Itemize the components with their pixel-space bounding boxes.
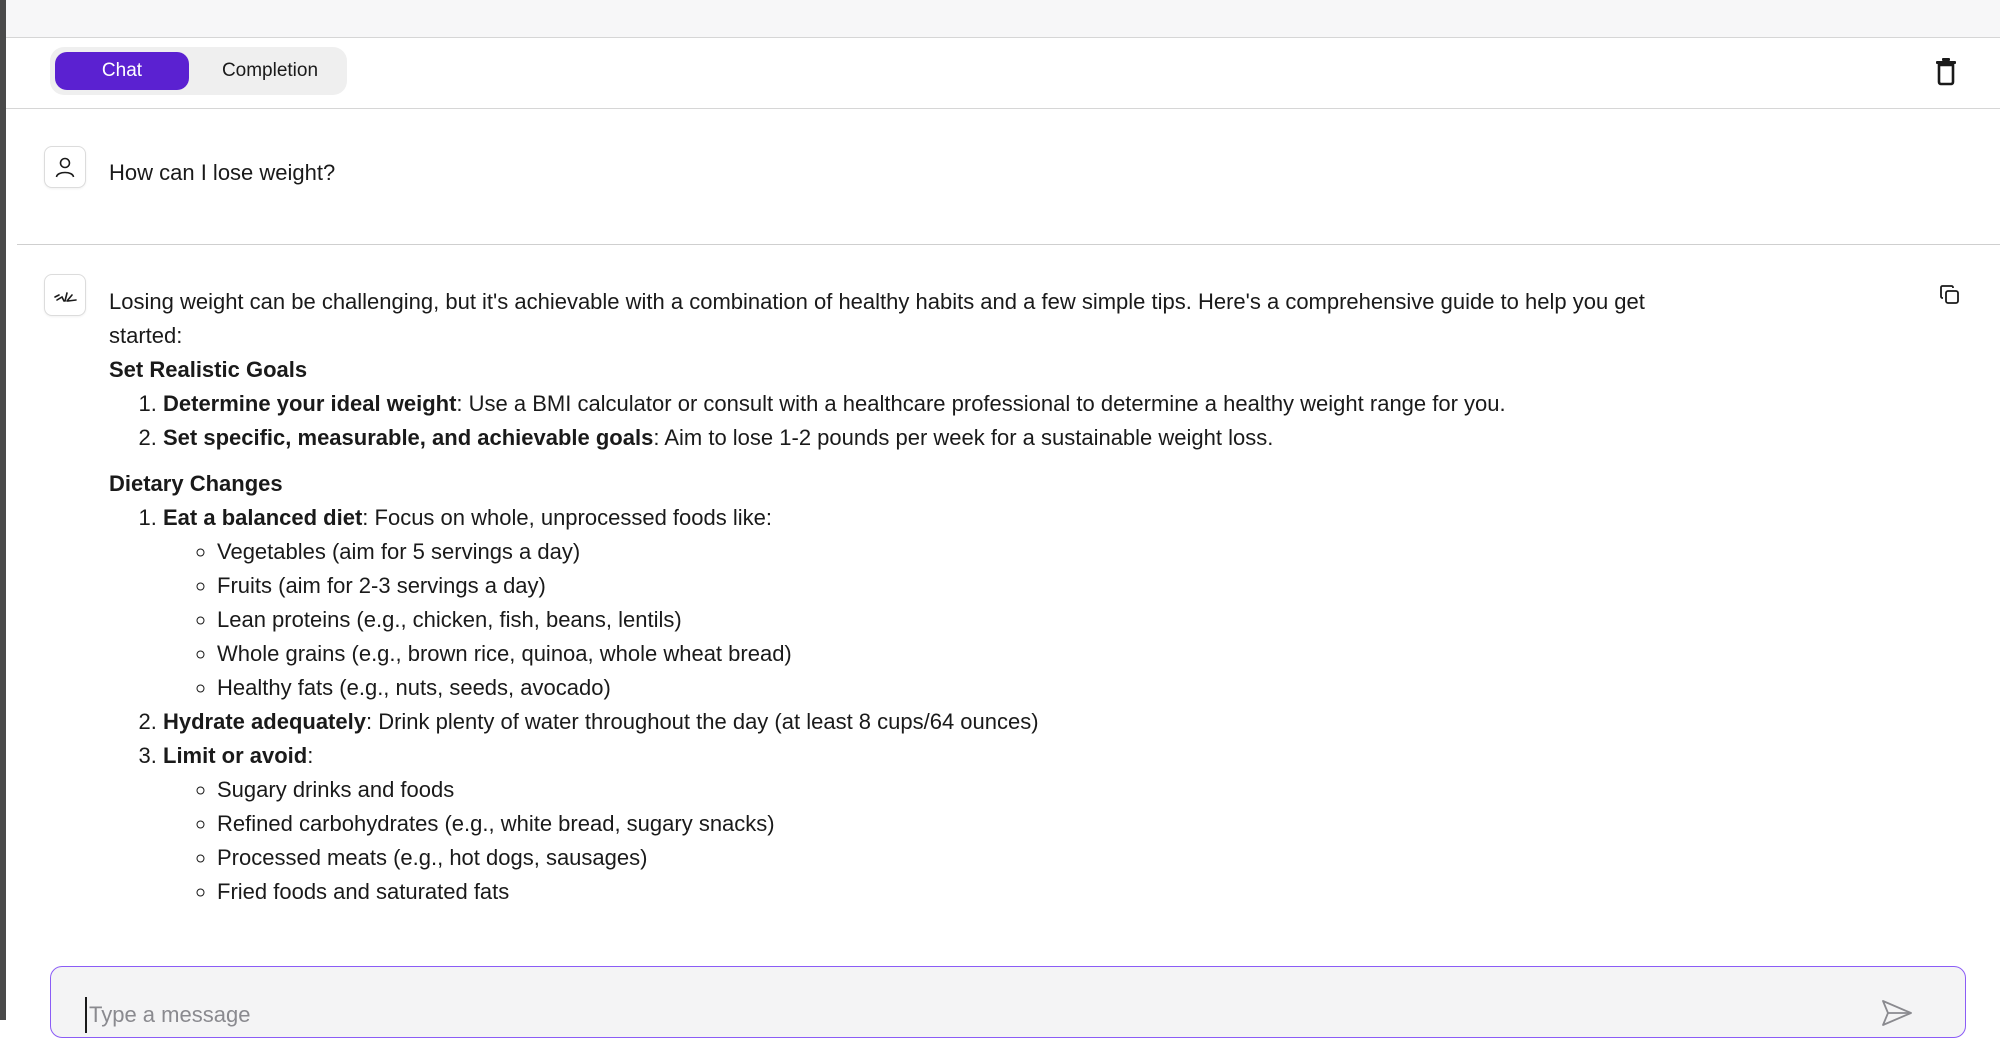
sub-list-item: ◦ Sugary drinks and foods [217, 773, 1700, 807]
trash-icon [1932, 56, 1960, 86]
item-text: : Focus on whole, unprocessed foods like: [362, 505, 772, 530]
assistant-message [17, 245, 2000, 935]
mode-toolbar [6, 38, 2000, 109]
list-item [163, 705, 1700, 739]
sub-list-item: ◦ Whole grains (e.g., brown rice, quinoa, whole wheat bread) [217, 637, 1700, 671]
sub-list-item: ◦ Lean proteins (e.g., chicken, fish, beans, lentils) [217, 603, 1700, 637]
clear-chat-button[interactable] [1932, 56, 1960, 86]
copy-button[interactable] [1938, 283, 1962, 307]
send-button[interactable] [1879, 995, 1915, 1031]
sub-list-item: ◦ Vegetables (aim for 5 servings a day) [217, 535, 1700, 569]
assistant-intro: Losing weight can be challenging, but it's achievable with a combination of healthy habits and a few simple tips. Here's a comprehensive guide to help you get started: [109, 289, 1645, 348]
item-text: : Drink plenty of water throughout the day (at least 8 cups/64 ounces) [365, 709, 1039, 734]
item-text: : Aim to lose 1-2 pounds per week for a sustainable weight loss. [653, 425, 1274, 450]
tab-completion[interactable]: Completion [221, 60, 319, 81]
sub-list-item: ◦ Processed meats (e.g., hot dogs, sausages) [217, 841, 1700, 875]
goals-list [109, 387, 1700, 455]
top-bar [6, 0, 2000, 38]
tab-chat[interactable]: Chat [55, 52, 189, 90]
item-title: Set specific, measurable, and achievable goals [163, 425, 654, 450]
section-heading: Set Realistic Goals [109, 357, 308, 382]
diet-list [109, 501, 1700, 909]
item-title: Determine your ideal weight [163, 391, 457, 416]
user-avatar [44, 146, 86, 188]
send-icon [1879, 995, 1915, 1031]
window-edge [0, 0, 6, 1020]
list-item [163, 501, 1700, 705]
section-heading: Dietary Changes [109, 471, 283, 496]
assistant-logo-icon [53, 283, 77, 307]
item-title: Hydrate adequately [163, 709, 366, 734]
assistant-avatar [44, 274, 86, 316]
sub-list-item: ◦ Refined carbohydrates (e.g., white bread, sugary snacks) [217, 807, 1700, 841]
sub-list [163, 535, 1700, 705]
list-item [163, 739, 1700, 909]
user-message-text: How can I lose weight? [109, 160, 336, 185]
assistant-message-content [109, 285, 1700, 921]
message-composer [50, 966, 1966, 1038]
sub-list-item: ◦ Fried foods and saturated fats [217, 875, 1700, 909]
item-title: Limit or avoid [163, 743, 308, 768]
item-title: Eat a balanced diet [163, 505, 363, 530]
user-icon [53, 155, 77, 179]
mode-switch [50, 47, 347, 95]
sub-list [163, 773, 1700, 909]
user-message [17, 108, 2000, 245]
item-text: : Use a BMI calculator or consult with a healthcare professional to determine a healthy weight range for you. [456, 391, 1506, 416]
message-input[interactable] [85, 997, 1791, 1033]
sub-list-item: ◦ Fruits (aim for 2-3 servings a day) [217, 569, 1700, 603]
list-item [163, 421, 1700, 455]
copy-icon [1938, 283, 1962, 307]
sub-list-item: ◦ Healthy fats (e.g., nuts, seeds, avocado) [217, 671, 1700, 705]
list-item [163, 387, 1700, 421]
item-text: : [307, 743, 314, 768]
